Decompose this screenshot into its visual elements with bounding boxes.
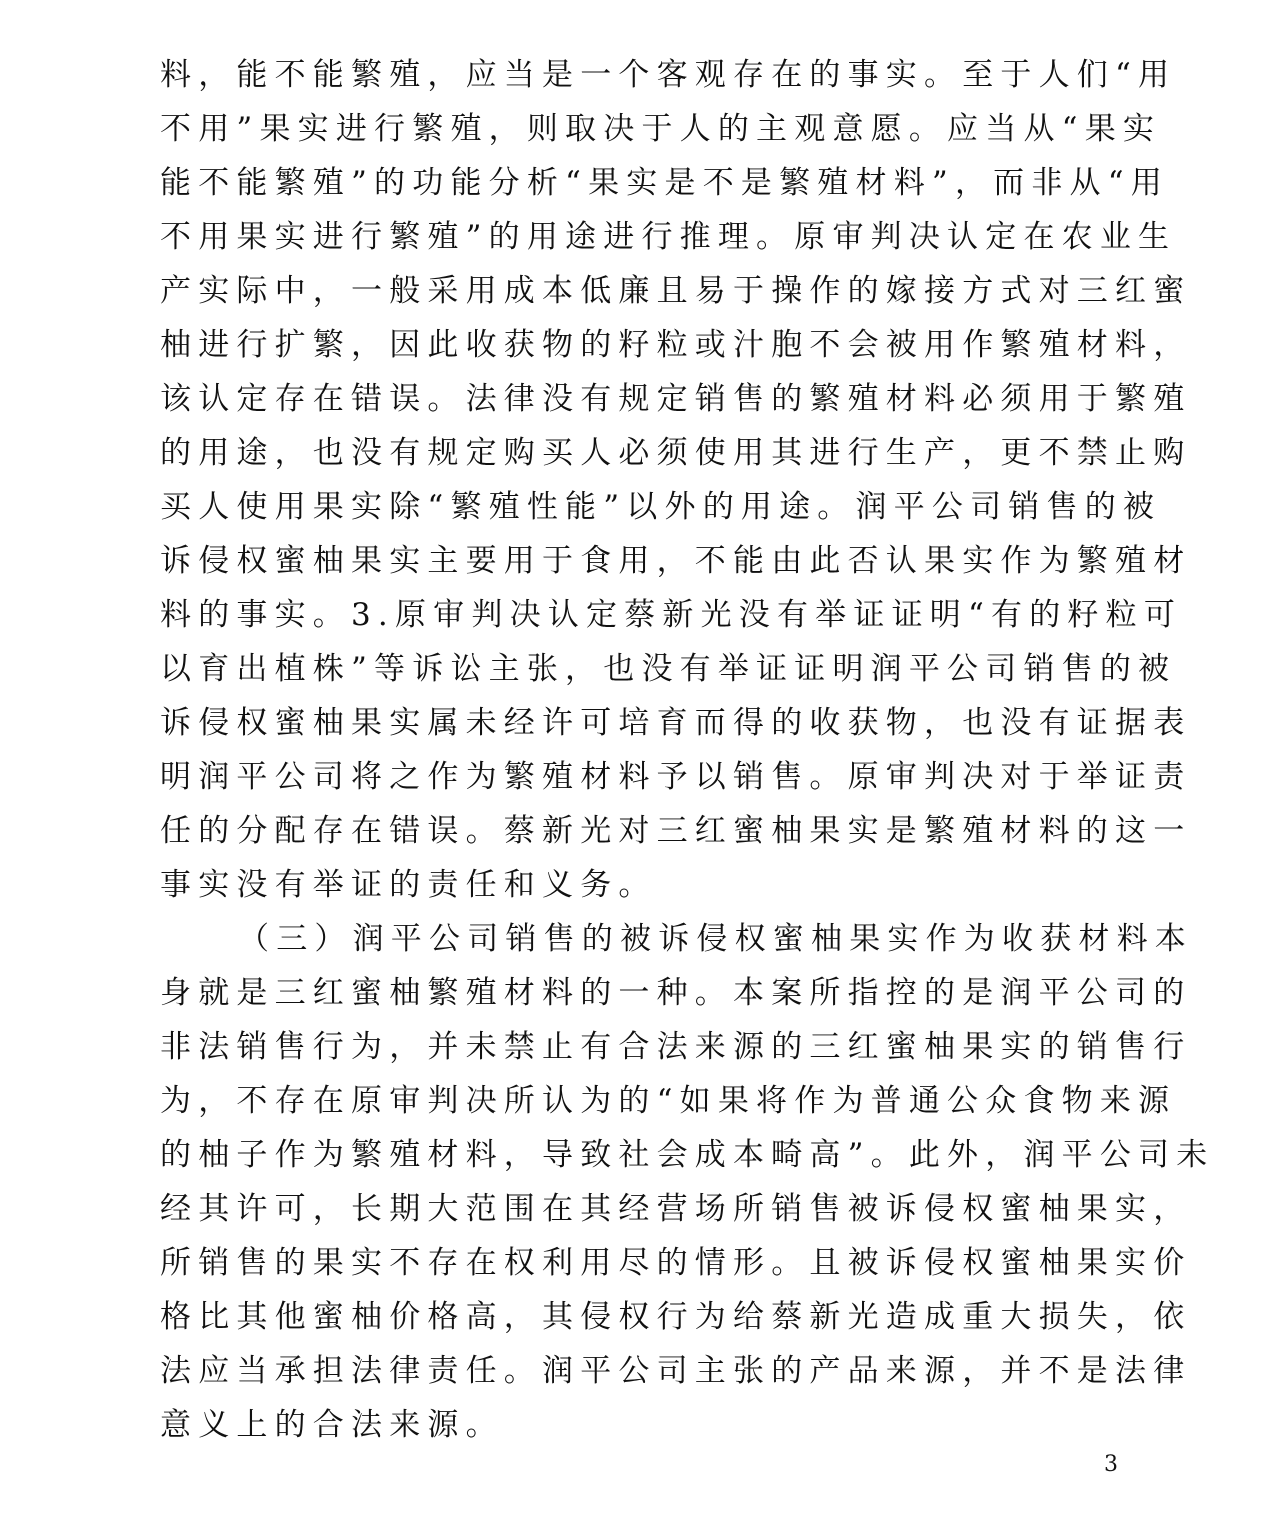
text-line: 能不能繁殖”的功能分析“果实是不是繁殖材料”，而非从“用 bbox=[160, 165, 1169, 201]
text-line: 非法销售行为，并未禁止有合法来源的三红蜜柚果实的销售行 bbox=[160, 1029, 1192, 1065]
text-line: 买人使用果实除“繁殖性能”以外的用途。润平公司销售的被 bbox=[160, 489, 1162, 525]
text-line: 身就是三红蜜柚繁殖材料的一种。本案所指控的是润平公司的 bbox=[160, 975, 1192, 1011]
text-line: 的用途，也没有规定购买人必须使用其进行生产，更不禁止购 bbox=[160, 435, 1192, 471]
text-line: 意义上的合法来源。 bbox=[160, 1407, 504, 1443]
text-line: 以育出植株”等诉讼主张，也没有举证证明润平公司销售的被 bbox=[160, 651, 1177, 687]
page-number: 3 bbox=[1104, 1452, 1118, 1477]
text-line: 产实际中，一般采用成本低廉且易于操作的嫁接方式对三红蜜 bbox=[160, 273, 1192, 309]
text-line: 料的事实。3.原审判决认定蔡新光没有举证证明“有的籽粒可 bbox=[160, 597, 1183, 633]
text-line: 格比其他蜜柚价格高，其侵权行为给蔡新光造成重大损失，依 bbox=[160, 1299, 1192, 1335]
text-line: 该认定存在错误。法律没有规定销售的繁殖材料必须用于繁殖 bbox=[160, 381, 1192, 417]
text-line: 不用果实进行繁殖”的用途进行推理。原审判决认定在农业生 bbox=[160, 219, 1177, 255]
text-line: （三）润平公司销售的被诉侵权蜜柚果实作为收获材料本 bbox=[238, 921, 1193, 957]
text-line: 事实没有举证的责任和义务。 bbox=[160, 867, 657, 903]
text-line: 经其许可，长期大范围在其经营场所销售被诉侵权蜜柚果实， bbox=[160, 1191, 1192, 1227]
paragraph-1 bbox=[160, 48, 1192, 912]
text-line: 诉侵权蜜柚果实属未经许可培育而得的收获物，也没有证据表 bbox=[160, 705, 1192, 741]
text-line: 为，不存在原审判决所认为的“如果将作为普通公众食物来源 bbox=[160, 1083, 1177, 1119]
text-line: 柚进行扩繁，因此收获物的籽粒或汁胞不会被用作繁殖材料， bbox=[160, 327, 1192, 363]
paragraph-2 bbox=[160, 912, 1215, 1452]
text-line: 任的分配存在错误。蔡新光对三红蜜柚果实是繁殖材料的这一 bbox=[160, 813, 1192, 849]
document-page bbox=[160, 48, 1215, 1452]
text-line: 诉侵权蜜柚果实主要用于食用，不能由此否认果实作为繁殖材 bbox=[160, 543, 1192, 579]
text-line: 不用”果实进行繁殖，则取决于人的主观意愿。应当从“果实 bbox=[160, 111, 1162, 147]
text-line: 的柚子作为繁殖材料，导致社会成本畸高”。此外，润平公司未 bbox=[160, 1137, 1215, 1173]
text-line: 法应当承担法律责任。润平公司主张的产品来源，并不是法律 bbox=[160, 1353, 1192, 1389]
text-line: 所销售的果实不存在权利用尽的情形。且被诉侵权蜜柚果实价 bbox=[160, 1245, 1192, 1281]
text-line: 料，能不能繁殖，应当是一个客观存在的事实。至于人们“用 bbox=[160, 57, 1177, 93]
text-line: 明润平公司将之作为繁殖材料予以销售。原审判决对于举证责 bbox=[160, 759, 1192, 795]
